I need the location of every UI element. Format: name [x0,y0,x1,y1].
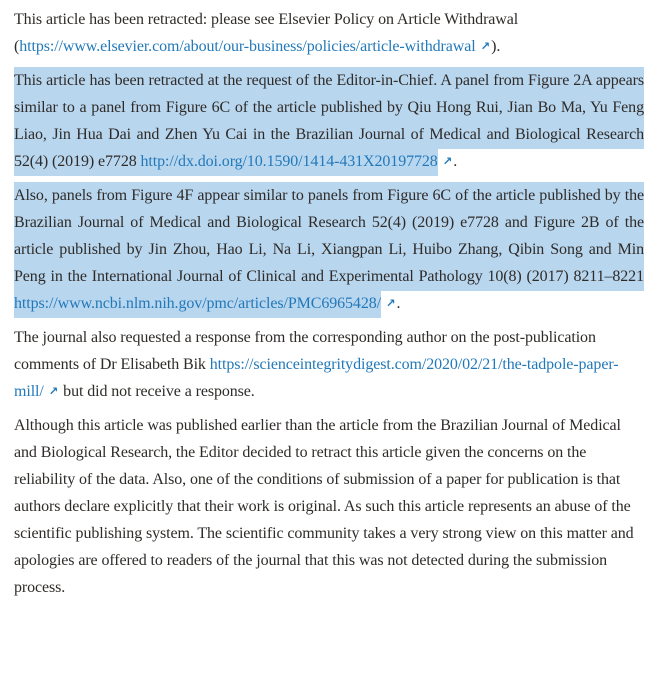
external-link-icon[interactable]: ↗ [48,383,59,398]
retraction-reason-1-tail: . [453,153,458,170]
pmc-article-link[interactable]: https://www.ncbi.nlm.nih.gov/pmc/articles/PMC6965428/ [14,295,381,312]
external-link-icon[interactable]: ↗ [480,38,491,53]
external-link-icon[interactable]: ↗ [385,295,396,310]
author-response-text: The journal also requested a response from the corresponding author on the post-publication comments of Dr Elisabeth Bik [14,329,596,373]
withdrawal-policy-text: This article has been retracted: please see Elsevier Policy on Article Withdrawal ( [14,11,519,55]
doi-link[interactable]: http://dx.doi.org/10.1590/1414-431X20197728 [140,153,438,170]
withdrawal-policy-tail: ). [491,38,501,55]
paragraph-withdrawal-policy [14,6,644,61]
retraction-reason-1-text: This article has been retracted at the request of the Editor-in-Chief. A panel from Figure 2A appears similar to a panel from Figure 6C of the article published by Qiu Hong Rui, Jian Bo Ma, Yu Feng Liao, Jin Hua Dai and Zhen Yu Cai in the Brazilian Journal of Medical and Biological Research 52(4) (2019) e7728 [14,72,644,170]
author-response-tail: but did not receive a response. [59,383,255,400]
retraction-reason-2-tail: . [396,295,401,312]
paragraph-retraction-reason-2 [14,182,644,318]
paragraph-author-response [14,324,644,406]
editor-decision-text: Although this article was published earlier than the article from the Brazilian Journal of Medical and Biological Research, the Editor decided to retract this article given the concerns on the reliability of the data. Also, one of the conditions of submission of a paper for publication is that authors declare explicitly that their work is original. As such this article represents an abuse of the scientific publishing system. The scientific community takes a very strong view on this matter and apologies are offered to readers of the journal that this was not detected during the submission process. [14,417,634,596]
highlighted-text-block-1 [14,67,644,176]
science-integrity-digest-link[interactable]: https://scienceintegritydigest.com/2020/02/21/the-tadpole-paper-mill/ [14,356,619,400]
paragraph-editor-decision [14,412,644,601]
paragraph-retraction-reason-1 [14,67,644,176]
elsevier-policy-link[interactable]: https://www.elsevier.com/about/our-business/policies/article-withdrawal [19,38,476,55]
retraction-reason-2-text: Also, panels from Figure 4F appear similar to panels from Figure 6C of the article published by the Brazilian Journal of Medical and Biological Research 52(4) (2019) e7728 and Figure 2B of the article published by Jin Zhou, Hao Li, Na Li, Xiangpan Li, Huibo Zhang, Qibin Song and Min Peng in the International Journal of Clinical and Experimental Pathology 10(8) (2017) 8211–8221 [14,187,644,285]
external-link-icon[interactable]: ↗ [442,153,453,168]
highlighted-text-block-2 [14,182,644,318]
